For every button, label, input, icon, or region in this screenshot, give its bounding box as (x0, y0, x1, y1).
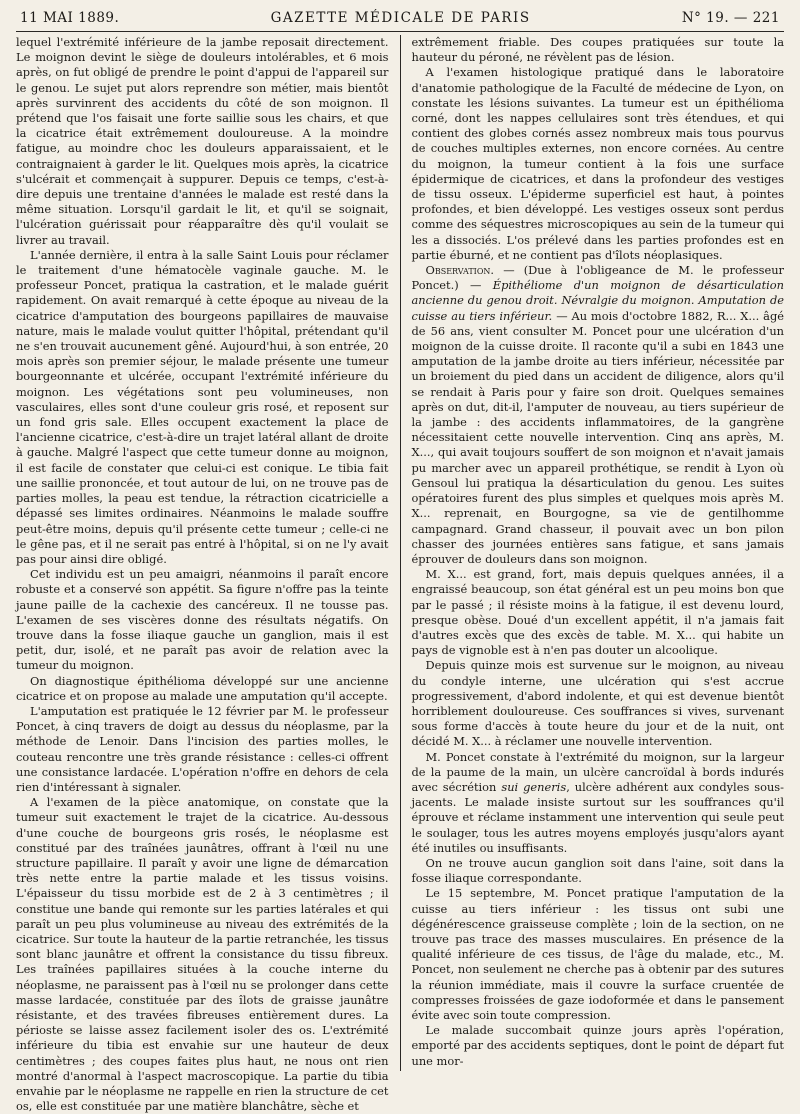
right-paragraph-5-start: M. Poncet constate à l'extrémité du moignon, sur la largeur de la paume de la main, un ulcère cancroïdal à bords indurés avec sécrétion (411, 749, 784, 794)
observation-title: — Épithéliome d'un moignon de désarticulation ancienne du genou droit. Névralgie du moignon. Amputation de cuisse au tiers inférieur. (411, 278, 785, 323)
left-paragraph-5: L'amputation est pratiquée le 12 février par M. le professeur Poncet, à cinq travers de doigt au dessus du néoplasme, par la méthode de Lenoir. Dans l'incision des parties molles, le couteau rencontre une très grande résistance : celles-ci offrent une consistance lardacée. L'opération n'offre en dehors de cela rien d'intéressant à signaler. (16, 703, 389, 794)
left-column (16, 35, 389, 1114)
observation-body: — Au mois d'octobre 1882, R... X... âgé de 56 ans, vient consulter M. Poncet pour une ulcération d'un moignon de la cuisse droite. Il raconte qu'il a subi en 1843 une amputation de la jambe droite au tiers inférieur, nécessitée par un broiement du pied dans un accident de diligence, alors qu'il se rendait à Paris pour y faire son droit. Quelques semaines après on dut, dit-il, l'amputer de nouveau, au tiers supérieur de la jambe : des accidents inflammatoires, de la gangrène nécessitaient cette nouvelle intervention. Cinq ans après, M. X..., qui avait toujours souffert de son moignon et n'avait jamais pu marcher avec un appareil prothétique, se rendit à Lyon où Gensoul lui pratiqua la désarticulation du genou. Les suites opératoires furent des plus simples et quelques mois après M. X... reprenait, en Bourgogne, sa vie de gentilhomme campagnard. Grand chasseur, il pouvait avec un bon pilon chasser des journées entières sans fatigue, et sans jamais éprouver de douleurs dans son moignon. (411, 308, 784, 566)
right-paragraph-5 (412, 750, 785, 856)
observation-credit: — (Due à l'obligeance de M. le professeur Poncet.) (411, 263, 784, 293)
journal-title: GAZETTE MÉDICALE DE PARIS (270, 10, 531, 26)
left-paragraph-2: L'année dernière, il entra à la salle Saint Louis pour réclamer le traitement d'une hématocèle vaginale gauche. M. le professeur Poncet, pratiqua la castration, et le malade guérit rapidement. On avait remarqué à cette époque au niveau de la cicatrice d'amputation des bourgeons papillaires de mauvaise nature, mais le malade voulut quitter l'hôpital, prétendant qu'il ne s'en trouvait aucunement gêné. Aujourd'hui, à son entrée, 20 mois après son premier séjour, le malade présente une tumeur bourgeonnante et ulcérée, occupant l'extrémité inférieure du moignon. Les végétations sont peu volumineuses, non vasculaires, elles sont d'une couleur gris rosé, et reposent sur un fond gris sale. Elles occupent exactement la place de l'ancienne cicatrice, c'est-à-dire un trajet latéral allant de droite à gauche. Malgré l'aspect que cette tumeur donne au moignon, il est facile de constater que celui-ci est conique. Le tibia fait une saillie prononcée, et tout autour de lui, on ne trouve pas de parties molles, la peau est tendue, la rétraction cicatricielle a dépassé ses limites ordinaires. Néanmoins le malade souffre peut-être moins, depuis qu'il présente cette tumeur ; celle-ci ne le gêne pas, et il ne serait pas entré à l'hôpital, si on ne l'y avait pas pour ainsi dire obligé. (16, 247, 389, 566)
observation-label: Observation. (425, 263, 495, 278)
page-header (16, 10, 784, 32)
right-paragraph-7: Le 15 septembre, M. Poncet pratique l'amputation de la cuisse au tiers inférieur : les tissus ont subi une dégénérescence graisseuse complète ; loin de la section, on ne trouve pas trace des masses musculaires. En présence de la qualité inférieure de ces tissus, de l'âge du malade, etc., M. Poncet, non seulement ne cherche pas à obtenir par des sutures la réunion immédiate, mais il couvre la surface cruentée de compresses froissées de gaze iodoformée et dans le pansement évite avec soin toute compression. (411, 886, 784, 1022)
left-paragraph-3: Cet individu est un peu amaigri, néanmoins il paraît encore robuste et a conservé son appétit. Sa figure n'offre pas la teinte jaune paille de la cachexie des cancéreux. Il ne tousse pas. L'examen de ses viscères donne des résultats négatifs. On trouve dans la fosse iliaque gauche un ganglion, mais il est petit, dur, isolé, et ne paraît pas avoir de relation avec la tumeur du moignon. (16, 567, 389, 673)
left-paragraph-6: A l'examen de la pièce anatomique, on constate que la tumeur suit exactement le trajet de la cicatrice. Au-dessous d'une couche de bourgeons gris rosés, le néoplasme est constitué par des traînées jaunâtres, offrant à l'œil nu une structure papillaire. Il paraît y avoir une ligne de démarcation très nette entre la partie malade et les tissus voisins. L'épaisseur du tissu morbide est de 2 à 3 centimètres ; il constitue une bande qui remonte sur les parties latérales et qui paraît un peu plus volumineuse au niveau des extrémités de la cicatrice. Sur toute la hauteur de la partie retranchée, les tissus sont blanc jaunâtre et offrent la consistance du tissu fibreux. Les traînées papillaires situées à la couche interne du néoplasme, ne paraissent pas à l'œil nu se prolonger dans cette masse lardacée, constituée par des îlots de graisse jaunâtre résistante, et des travées fibreuses entièrement dures. La périoste se laisse assez facilement isoler des os. L'extrémité inférieure du tibia est envahie sur une hauteur de deux centimètres ; des coupes faites plus haut, ne nous ont rien montré d'anormal à l'aspect macroscopique. La partie du tibia envahie par le néoplasme ne rappelle en rien la structure de cet os, elle est constituée par une matière blanchâtre, sèche et (16, 795, 389, 1114)
right-paragraph-6: On ne trouve aucun ganglion soit dans l'aine, soit dans la fosse iliaque correspondante. (411, 855, 784, 886)
left-paragraph-4: On diagnostique épithélioma développé sur une ancienne cicatrice et on propose au malade une amputation qu'il accepte. (16, 673, 389, 703)
sui-generis-term: sui generis (501, 779, 567, 794)
observation-paragraph (412, 263, 785, 567)
right-paragraph-4: Depuis quinze mois est survenue sur le moignon, au niveau du condyle interne, une ulcération qui s'est accrue progressivement, d'abord indolente, et qui est devenue bientôt horriblement douloureuse. Ces souffrances si vives, survenant sous forme d'accès à toute heure du jour et de la nuit, ont décidé M. X... à réclamer une nouvelle intervention. (411, 658, 784, 749)
right-paragraph-2: A l'examen histologique pratiqué dans le laboratoire d'anatomie pathologique de la Faculté de médecine de Lyon, on constate les lésions suivantes. La tumeur est un épithélioma corné, dont les nappes cellulaires sont très étendues, et qui contient des globes cornés assez nombreux mais tous pourvus de couches multiples externes, non encore cornées. Au centre du moignon, la tumeur contient à la fois une surface épidermique de cicatrices, et dans la profondeur des vestiges de tissu osseux. L'épiderme superficiel est haut, à pointes profondes, et bien développé. Les vestiges osseux sont perdus comme des séquestres microscopiques au sein de la tumeur qui les a dissociés. L'os prélevé dans les parties profondes est en partie éburné, et ne contient pas d'îlots néoplasiques. (411, 65, 784, 262)
right-paragraph-8: Le malade succombait quinze jours après l'opération, emporté par des accidents septiques, dont le point de départ fut une mor- (411, 1023, 784, 1068)
issue-date: 11 MAI 1889. (20, 10, 120, 26)
right-paragraph-3: M. X... est grand, fort, mais depuis quelques années, il a engraissé beaucoup, son état général est un peu moins bon que par le passé ; il résiste moins à la fatigue, il est devenu lourd, presque obèse. Doué d'un excellent appétit, il n'a jamais fait d'autres excès que des excès de table. M. X... qui habite un pays de vignoble est à n'en pas douter un alcoolique. (411, 567, 784, 658)
right-column (412, 35, 785, 1071)
right-paragraph-5-end: , ulcère adhérent aux condyles sous-jacents. Le malade insiste surtout sur les souffrances qu'il éprouve et réclame instamment une intervention qui seule peut le soulager, tous les autres moyens employés jusqu'alors ayant été inutiles ou insuffisants. (411, 779, 784, 855)
page-number: N° 19. — 221 (681, 10, 780, 26)
right-paragraph-1: extrêmement friable. Des coupes pratiquées sur toute la hauteur du péroné, ne révèlent pas de lésion. (411, 35, 784, 65)
column-divider (400, 35, 401, 1071)
left-paragraph-1: lequel l'extrémité inférieure de la jambe reposait directement. Le moignon devint le siège de douleurs intolérables, et 6 mois après, on fut obligé de prendre le point d'appui de l'appareil sur le genou. Le sujet put alors reprendre son métier, mais bientôt après survinrent des accidents du côté de son moignon. Il prétend que l'os faisait une forte saillie sous les chairs, et que la cicatrice était extrêmement douloureuse. A la moindre fatigue, au moindre choc les douleurs apparaissaient, et le contraignaient à garder le lit. Quelques mois après, la cicatrice s'ulcérait et commençait à suppurer. Depuis ce temps, c'est-à-dire depuis une trentaine d'années le malade est resté dans la même situation. Lorsqu'il gardait le lit, et qu'il se soignait, l'ulcération guérissait pour réapparaître dès qu'il voulait se livrer au travail. (16, 35, 389, 247)
text-columns (16, 35, 785, 1114)
